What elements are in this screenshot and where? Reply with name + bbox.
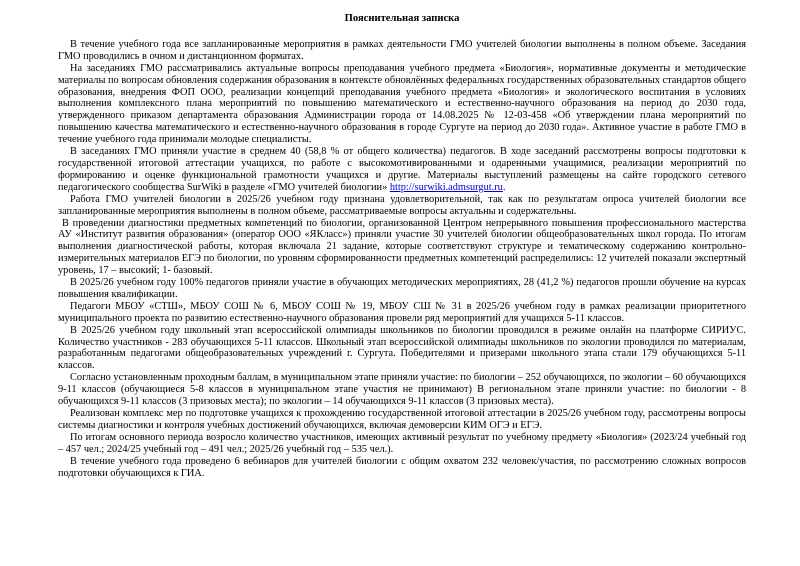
paragraph-5: В проведении диагностики предметных компетенций по биологии, организованной Центром непрерывного повышения профессионального мастерства АУ «Институт развития образования» (оператор ООО «ЯКласс») приняли участие 30 учителей биологии общеобразовательных школ города. По итогам выполнения диагностической работы, которая включала 21 задание, которые соответствуют структуре и тематическому содержанию контрольно-измерительных материалов ЕГЭ по биологии, по уровням сформированности предметных компетенций распределились: 12 учителей показали экспертный уровень, 17 – высокий; 1- базовый. <box>58 217 746 277</box>
paragraph-4: Работа ГМО учителей биологии в 2025/26 учебном году признана удовлетворительной, так как по результатам опроса учителей биологии все запланированные мероприятия выполнены в полном объеме, рассматриваемые вопросы актуальны и содержательны. <box>58 193 746 217</box>
paragraph-8: В 2025/26 учебном году школьный этап всероссийской олимпиады школьников по биологии проводился в режиме онлайн на платформе СИРИУС. Количество участников - 283 обучающихся 5-11 классов. Школьный этап всероссийской олимпиады школьников по экологии проводился по материалам, разработанным педагогами общеобразовательных учреждений г. Сургута. Победителями и призерами школьного этапа стали 179 обучающихся 5-11 классов. <box>58 324 746 372</box>
paragraph-7: Педагоги МБОУ «СТШ», МБОУ СОШ № 6, МБОУ СОШ № 19, МБОУ СШ № 31 в 2025/26 учебном году в рамках реализации приоритетного муниципального проекта по развитию естественно-научного образования провели ряд мероприятий для учащихся 5-11 классов. <box>58 300 746 324</box>
paragraph-3-end: . <box>502 181 506 193</box>
paragraph-12: В течение учебного года проведено 6 вебинаров для учителей биологии с общим охватом 232 человек/участия, по рассмотрению сложных вопросов подготовки обучающихся к ГИА. <box>58 455 746 479</box>
paragraph-11: По итогам основного периода возросло количество участников, имеющих активный результат по учебному предмету «Биология» (2023/24 учебный год – 457 чел.; 2024/25 учебный год – 491 чел.; 2025/26 учебный год – 535 чел.). <box>58 431 746 455</box>
surwiki-link[interactable]: http://surwiki.admsurgut.ru <box>389 181 503 193</box>
paragraph-6: В 2025/26 учебном году 100% педагогов приняли участие в обучающих методических мероприятиях, 28 (41,2 %) педагогов прошли обучение на курсах повышения квалификации. <box>58 277 746 300</box>
paragraph-2: На заседаниях ГМО рассматривались актуальные вопросы преподавания учебного предмета «Биология», нормативные документы и методические материалы по вопросам обновления содержания образования в контексте обновлённых федеральных государственных образовательных стандартов общего образования, внедрения ФОП ООО, реализации концепций преподавания учебного предмета «Биология» и экологического воспитания в условиях выполнения комплексного плана мероприятий по повышению математического и естественно-научного образования на период до 2030 года, утвержденного приказом департамента образования Администрации города от 14.08.2025 № 12-03-458 «Об утверждении плана мероприятий по повышению качества математического и естественно-научного образования в городе Сургуте на период до 2030 года». Активное участие в работе ГМО в течение учебного года принимали молодые специалисты. <box>58 62 746 146</box>
paragraph-10: Реализован комплекс мер по подготовке учащихся к прохождению государственной итоговой аттестации в 2025/26 учебном году, рассмотрены вопросы системы диагностики и контроля учебных достижений обучающихся, включая демоверсии КИМ ОГЭ и ЕГЭ. <box>58 408 746 431</box>
paragraph-1: В течение учебного года все запланированные мероприятия в рамках деятельности ГМО учителей биологии выполнены в полном объеме. Заседания ГМО проводились в очном и дистанционном форматах. <box>58 38 746 62</box>
paragraph-3 <box>58 146 746 194</box>
paragraph-9: Согласно установленным проходным баллам, в муниципальном этапе приняли участие: по биологии – 252 обучающихся, по экологии – 60 обучающихся 9-11 классов (обучающиеся 5-8 классов в муниципальном этапе участия не принимают) В региональном этапе приняли участие: по биологии - 8 обучающихся 9-11 классов (3 призовых места); по экологии – 14 обучающихся 9-11 классов (3 призовых места). <box>58 372 746 408</box>
paragraph-3-text: В заседаниях ГМО приняли участие в среднем 40 (58,8 % от общего количества) педагогов. В ходе заседаний рассмотрены вопросы подготовки к государственной итоговой аттестации учащихся, по работе с высокомотивированными и одаренными учащимися, реализации мероприятий по формированию и оценке функциональной грамотности учащихся и другие. Материалы выступлений размещены на сайте городского сетевого педагогического сообщества SurWiki в разделе «ГМО учителей биологии» <box>58 146 746 193</box>
document-title: Пояснительная записка <box>344 13 460 24</box>
